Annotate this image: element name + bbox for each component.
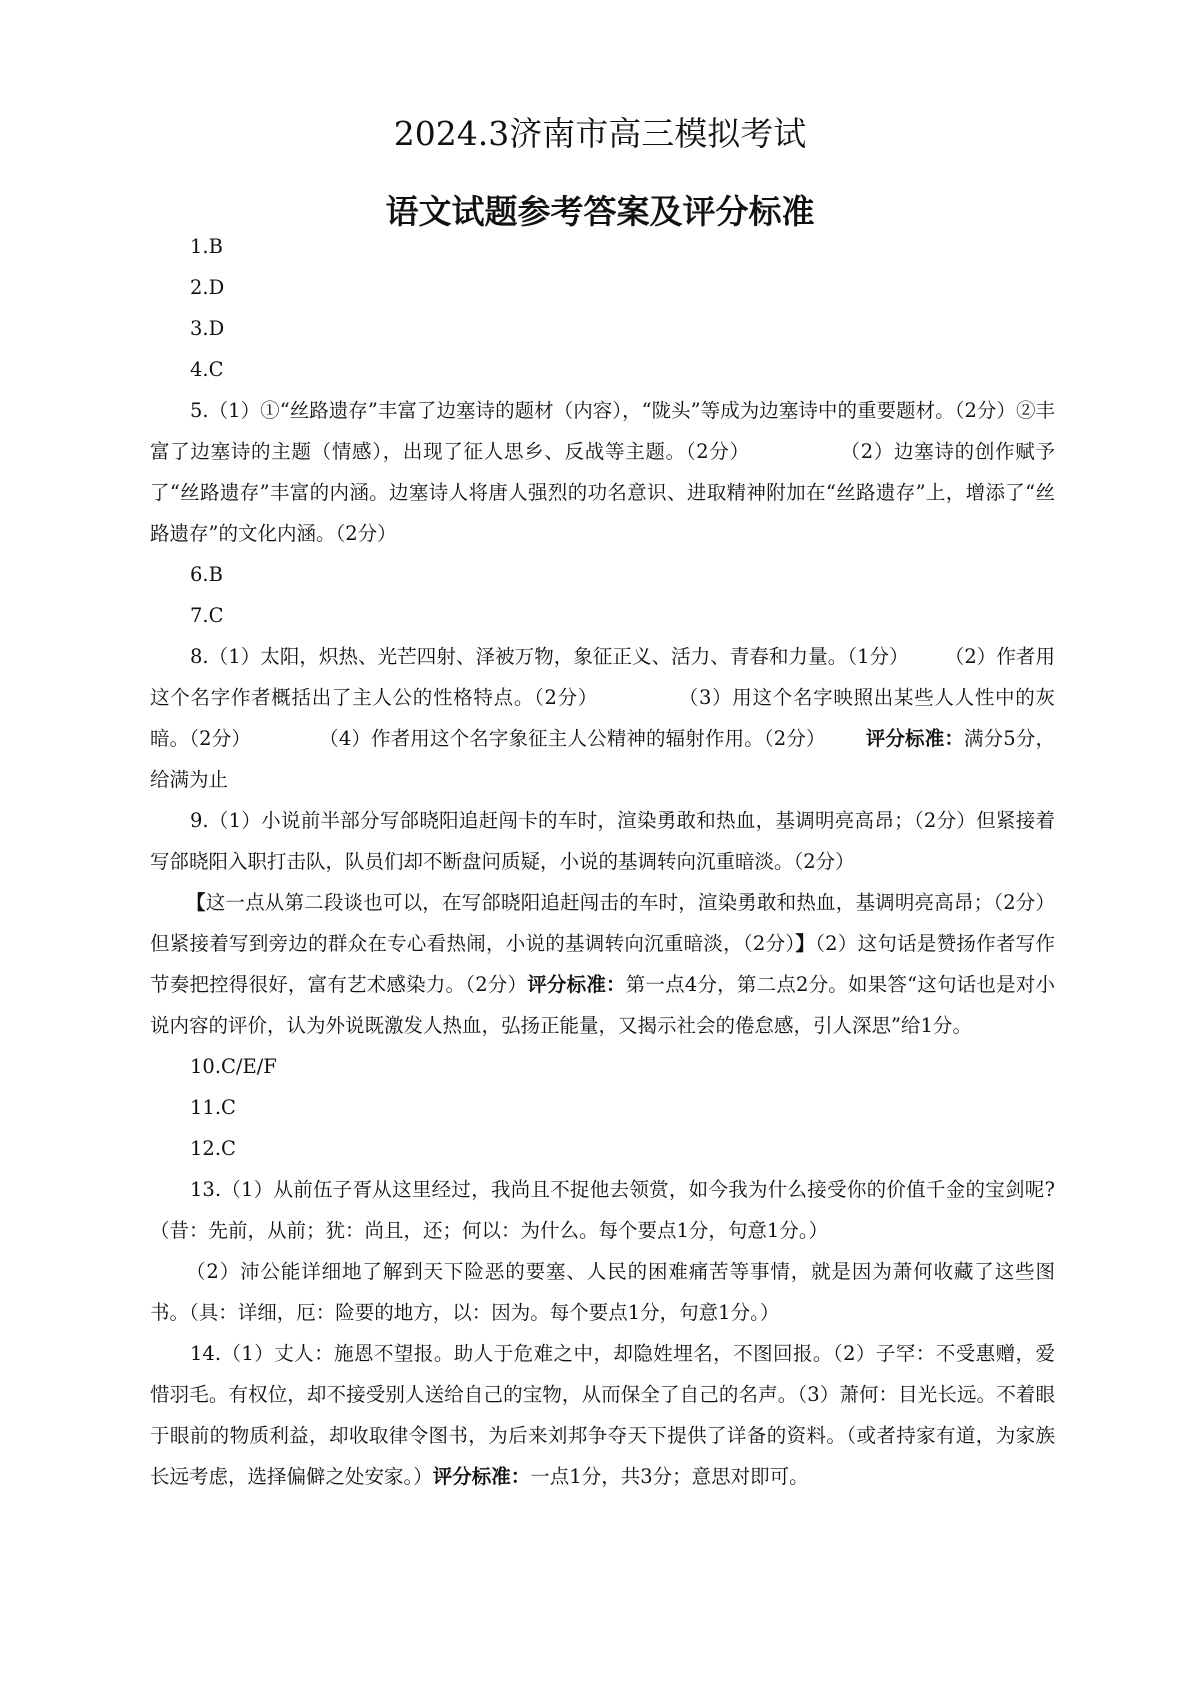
answer-q10: 10.C/E/F — [190, 1055, 277, 1078]
answer-q9-alternative: 这一点从第二段谈也可以，在写郃晓阳追赶闯击的车时，渲染勇敢和热血，基调明亮高昂；（2分）但紧接着写到旁边的群众在专心看热闹，小说的基调转向沉重暗淡，（2分） — [150, 891, 1055, 955]
answer-q6: 6.B — [190, 563, 223, 586]
answer-q2: 2.D — [190, 276, 225, 299]
answer-q9 — [150, 882, 1055, 1046]
answer-q8-standard: 满分5分，给满为止 — [150, 727, 1055, 791]
answer-q1: 1.B — [190, 235, 223, 258]
answer-q13-part1: 13.（1）从前伍子胥从这里经过，我尚且不捉他去领赏，如今我为什么接受你的价值千金的宝剑呢?（昔：先前，从前；犹：尚且，还；何以：为什么。每个要点1分，句意1分。） — [150, 1178, 1055, 1242]
answer-q11: 11.C — [190, 1096, 236, 1119]
bracket-open: 【 — [186, 891, 206, 914]
scoring-standard-label: 评分标准： — [865, 727, 964, 750]
answer-q9-standard: 第一点4分，第二点2分。如果答“这句话也是对小说内容的评价，认为外说既激发人热血，弘扬正能量，又揭示社会的倦怠感，引人深思”给1分。 — [150, 973, 1055, 1037]
document-subtitle: 语文试题参考答案及评分标准 — [385, 192, 815, 231]
answer-q8-part3: （3）用这个名字映照出某些人人性中的灰暗。（2分） — [150, 686, 1055, 750]
answer-q8-part1: 8.（1）太阳，炽热、光芒四射、泽被万物，象征正义、活力、青春和力量。（1分） — [190, 645, 909, 668]
answer-q5-part2: （2）边塞诗的创作赋予了“丝路遗存”丰富的内涵。边塞诗人将唐人强烈的功名意识、进取精神附加在“丝路遗存”上，增添了“丝路遗存”的文化内涵。（2分） — [150, 440, 1055, 545]
answer-q14 — [150, 1333, 1055, 1497]
answer-q7: 7.C — [190, 604, 224, 627]
answer-body — [150, 226, 1055, 1497]
answer-q5 — [150, 390, 1055, 554]
answer-q8-part2: （2）作者用这个名字作者概括出了主人公的性格特点。（2分） — [150, 645, 1055, 709]
answer-q8 — [150, 636, 1055, 800]
answer-q12: 12.C — [190, 1137, 236, 1160]
answer-q14-content: 14.（1）丈人：施恩不望报。助人于危难之中，却隐姓埋名，不图回报。（2）子罕：不受惠赠，爱惜羽毛。有权位，却不接受别人送给自己的宝物，从而保全了自己的名声。（3）萧何：目光长远。不着眼于眼前的物质利益，却收取律令图书，为后来刘邦争夺天下提供了详备的资料。（或者持家有道，为家族长远考虑，选择偏僻之处安家。） — [150, 1342, 1055, 1488]
bracket-close: 】 — [795, 932, 816, 955]
answer-q14-standard: 一点1分，共3分；意思对即可。 — [530, 1465, 809, 1488]
scoring-standard-label: 评分标准： — [432, 1465, 531, 1488]
answer-q9-part2: （2）这句话是赞扬作者写作节奏把控得很好，富有艺术感染力。（2分） — [150, 932, 1055, 996]
exam-title: 2024.3济南市高三模拟考试 — [393, 114, 807, 153]
scoring-standard-label: 评分标准： — [527, 973, 626, 996]
answer-q13-part2: （2）沛公能详细地了解到天下险恶的要塞、人民的困难痛苦等事情，就是因为萧何收藏了这些图书。（具：详细，厄：险要的地方，以：因为。每个要点1分，句意1分。） — [150, 1260, 1055, 1324]
answer-q4: 4.C — [190, 358, 224, 381]
answer-q8-part4: （4）作者用这个名字象征主人公精神的辐射作用。（2分） — [319, 727, 826, 750]
answer-q9-part1: 9.（1）小说前半部分写郃晓阳追赶闯卡的车时，渲染勇敢和热血，基调明亮高昂；（2分）但紧接着写郃晓阳入职打击队，队员们却不断盘问质疑，小说的基调转向沉重暗淡。（2分） — [150, 809, 1055, 873]
answer-q5-part1: 5.（1）①“丝路遗存”丰富了边塞诗的题材（内容），“陇头”等成为边塞诗中的重要题材。（2分）②丰富了边塞诗的主题（情感），出现了征人思乡、反战等主题。（2分） — [150, 399, 1055, 463]
answer-q3: 3.D — [190, 317, 225, 340]
